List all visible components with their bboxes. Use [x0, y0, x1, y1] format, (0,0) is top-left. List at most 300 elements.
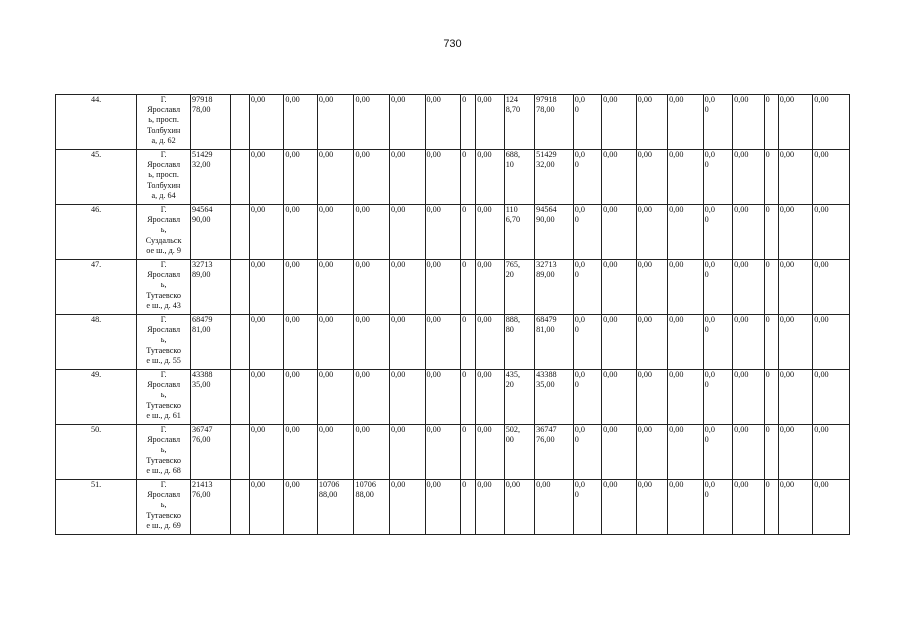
- value-cell: [573, 95, 601, 150]
- value-cell: [668, 260, 704, 315]
- table-row: [56, 480, 850, 535]
- value-cell: [733, 315, 764, 370]
- value-cell: [733, 260, 764, 315]
- value-cell: [778, 95, 813, 150]
- address-line: Г.: [160, 95, 167, 104]
- value-cell: [703, 370, 732, 425]
- value-cell: [764, 480, 778, 535]
- value-cell: [317, 95, 354, 150]
- value-cell: [284, 150, 318, 205]
- value-line: 0,00: [355, 205, 370, 214]
- row-number-cell: 50.: [56, 425, 137, 480]
- value-line: 0,00: [426, 425, 441, 434]
- value-cell: [668, 95, 704, 150]
- value-line: 0,0: [574, 480, 585, 489]
- value-line: 0: [765, 260, 770, 269]
- value-cell: [504, 205, 534, 260]
- value-line: 0,00: [779, 425, 795, 434]
- table-row: [56, 95, 850, 150]
- value-cell: [813, 150, 850, 205]
- value-line: 0,00: [426, 95, 441, 104]
- value-line: 0,00: [355, 315, 370, 324]
- value-cell: [813, 315, 850, 370]
- value-cell: [813, 480, 850, 535]
- value-line: 0: [462, 480, 467, 489]
- value-cell: [504, 425, 534, 480]
- value-cell: [354, 150, 390, 205]
- value-cell: [284, 315, 318, 370]
- value-cell: [354, 370, 390, 425]
- value-line: 0,00: [603, 260, 618, 269]
- table-row: [56, 315, 850, 370]
- value-line: 89,00: [536, 270, 555, 280]
- value-cell: [390, 370, 426, 425]
- value-cell: [764, 205, 778, 260]
- address-line: Ярославл: [147, 380, 181, 390]
- value-line: 765,: [505, 260, 521, 269]
- value-line: 0,00: [426, 150, 441, 159]
- address-line: ь,: [160, 390, 167, 400]
- value-cell: [284, 95, 318, 150]
- value-cell: [813, 205, 850, 260]
- value-line: 0,00: [355, 260, 370, 269]
- value-cell: [636, 150, 667, 205]
- value-line: 0,00: [477, 205, 492, 214]
- value-cell: [703, 425, 732, 480]
- value-cell: [249, 370, 284, 425]
- value-line: 0: [462, 370, 467, 379]
- value-line: 0,00: [426, 260, 441, 269]
- value-cell: [230, 315, 249, 370]
- value-line: 0,00: [318, 95, 334, 104]
- value-cell: [425, 480, 461, 535]
- address-line: Ярославл: [147, 435, 181, 445]
- value-cell: [535, 370, 574, 425]
- value-line: 0: [765, 370, 770, 379]
- address-line: Ярославл: [147, 270, 181, 280]
- value-cell: [764, 315, 778, 370]
- value-line: 21413: [192, 480, 213, 489]
- value-line: 0,0: [704, 260, 715, 269]
- value-line: 36747: [536, 425, 557, 434]
- value-line: 0,00: [734, 205, 749, 214]
- value-line: 0,00: [536, 480, 551, 489]
- value-line: 0: [574, 490, 579, 500]
- value-line: 0: [704, 435, 709, 445]
- value-cell: [573, 370, 601, 425]
- value-line: 0,00: [250, 480, 266, 489]
- value-line: 0: [574, 270, 579, 280]
- value-cell: [636, 480, 667, 535]
- value-cell: [636, 205, 667, 260]
- row-number-cell: 47.: [56, 260, 137, 315]
- value-cell: [668, 205, 704, 260]
- value-cell: [425, 370, 461, 425]
- value-line: 0,00: [355, 370, 370, 379]
- value-line: 0,00: [637, 425, 652, 434]
- value-line: 0,0: [574, 260, 585, 269]
- value-line: 0,0: [574, 425, 585, 434]
- value-cell: [733, 150, 764, 205]
- address-line: Тутаевско: [146, 455, 181, 465]
- value-line: 0,00: [603, 480, 618, 489]
- value-cell: [703, 150, 732, 205]
- value-line: 0,00: [391, 150, 406, 159]
- value-line: 6,70: [505, 215, 521, 225]
- value-cell: [230, 425, 249, 480]
- value-line: 0: [462, 315, 467, 324]
- value-cell: [535, 260, 574, 315]
- value-cell: [813, 370, 850, 425]
- address-cell: [137, 315, 191, 370]
- value-cell: [191, 150, 231, 205]
- value-cell: [535, 95, 574, 150]
- value-line: 8,70: [505, 105, 521, 115]
- value-cell: [390, 425, 426, 480]
- value-line: 0,00: [669, 425, 684, 434]
- value-cell: [461, 315, 476, 370]
- value-line: 0,00: [734, 260, 749, 269]
- value-line: 94564: [536, 205, 557, 214]
- value-line: 0,00: [318, 425, 334, 434]
- value-cell: [425, 260, 461, 315]
- value-line: 51429: [536, 150, 557, 159]
- value-line: 32,00: [192, 160, 211, 170]
- value-line: 35,00: [536, 380, 555, 390]
- address-line: ь,: [160, 335, 167, 345]
- value-line: 0,00: [477, 95, 492, 104]
- value-line: 0,00: [318, 315, 334, 324]
- value-cell: [535, 425, 574, 480]
- value-cell: [573, 425, 601, 480]
- value-line: 124: [505, 95, 518, 104]
- value-line: 0,00: [669, 95, 684, 104]
- value-cell: [354, 205, 390, 260]
- value-cell: [602, 480, 637, 535]
- address-cell: [137, 260, 191, 315]
- value-line: 0: [574, 380, 579, 390]
- value-cell: [249, 315, 284, 370]
- value-line: 0,00: [814, 205, 829, 214]
- address-line: Ярославл: [147, 160, 181, 170]
- address-line: Ярославл: [147, 215, 181, 225]
- value-cell: [284, 370, 318, 425]
- value-cell: [636, 95, 667, 150]
- value-line: 0,0: [704, 480, 715, 489]
- value-cell: [191, 425, 231, 480]
- value-line: 10: [505, 160, 514, 170]
- value-line: 0,0: [574, 315, 585, 324]
- value-line: 0,00: [779, 150, 795, 159]
- value-line: 78,00: [536, 105, 555, 115]
- value-line: 0: [765, 150, 770, 159]
- value-cell: [573, 315, 601, 370]
- address-cell: [137, 95, 191, 150]
- value-line: 20: [505, 270, 514, 280]
- address-line: Г.: [160, 480, 167, 489]
- value-line: 51429: [192, 150, 213, 159]
- value-line: 0,00: [285, 425, 300, 434]
- address-line: Толбухин: [146, 180, 181, 190]
- value-cell: [476, 370, 504, 425]
- value-line: 35,00: [192, 380, 211, 390]
- value-cell: [602, 205, 637, 260]
- value-line: 0,00: [477, 480, 492, 489]
- value-line: 0,00: [391, 205, 406, 214]
- address-line: ь,: [160, 445, 167, 455]
- value-line: 0,00: [637, 480, 652, 489]
- value-line: 32713: [192, 260, 213, 269]
- value-line: 43388: [192, 370, 213, 379]
- address-line: Ярославл: [147, 105, 181, 115]
- value-line: 0,00: [250, 370, 266, 379]
- value-cell: [636, 370, 667, 425]
- value-line: 0,00: [734, 425, 749, 434]
- value-cell: [733, 480, 764, 535]
- value-cell: [504, 315, 534, 370]
- value-cell: [390, 95, 426, 150]
- value-cell: [764, 260, 778, 315]
- value-cell: [602, 260, 637, 315]
- value-cell: [476, 480, 504, 535]
- value-line: 0: [574, 435, 579, 445]
- value-cell: [461, 260, 476, 315]
- value-cell: [573, 205, 601, 260]
- value-line: 0,00: [669, 480, 684, 489]
- value-line: 81,00: [192, 325, 211, 335]
- value-cell: [249, 95, 284, 150]
- address-line: е ш., д. 55: [146, 355, 181, 365]
- page-number: 730: [443, 38, 462, 50]
- value-cell: [813, 95, 850, 150]
- value-line: 0,0: [574, 95, 585, 104]
- address-line: Толбухин: [146, 125, 181, 135]
- value-cell: [249, 150, 284, 205]
- value-line: 0,00: [391, 425, 406, 434]
- value-line: 0,0: [574, 370, 585, 379]
- address-line: Тутаевско: [146, 290, 181, 300]
- value-line: 0,0: [704, 315, 715, 324]
- value-line: 10706: [355, 480, 376, 489]
- value-line: 0,00: [391, 260, 406, 269]
- value-cell: [476, 205, 504, 260]
- value-cell: [733, 370, 764, 425]
- table-row: [56, 260, 850, 315]
- value-cell: [602, 150, 637, 205]
- value-cell: [668, 425, 704, 480]
- value-cell: [230, 480, 249, 535]
- value-line: 0,00: [637, 260, 652, 269]
- value-line: 0,00: [779, 205, 795, 214]
- value-line: 0,00: [391, 95, 406, 104]
- value-line: 0: [765, 425, 770, 434]
- value-cell: [390, 205, 426, 260]
- value-line: 0: [765, 205, 770, 214]
- value-cell: [249, 260, 284, 315]
- value-cell: [461, 425, 476, 480]
- value-line: 0,00: [779, 480, 795, 489]
- value-line: 0,00: [250, 315, 266, 324]
- value-line: 110: [505, 205, 518, 214]
- value-cell: [535, 315, 574, 370]
- address-line: е ш., д. 61: [146, 410, 181, 420]
- value-line: 0: [765, 480, 770, 489]
- address-cell: [137, 370, 191, 425]
- value-line: 0: [574, 105, 579, 115]
- address-line: ь,: [160, 280, 167, 290]
- data-table: [55, 94, 850, 535]
- value-cell: [191, 260, 231, 315]
- value-cell: [191, 315, 231, 370]
- value-line: 0,00: [814, 150, 829, 159]
- value-cell: [317, 425, 354, 480]
- value-line: 32,00: [536, 160, 555, 170]
- value-cell: [390, 150, 426, 205]
- value-line: 0,00: [391, 480, 406, 489]
- address-cell: [137, 480, 191, 535]
- value-line: 0,00: [285, 150, 300, 159]
- value-cell: [425, 425, 461, 480]
- value-cell: [573, 260, 601, 315]
- address-line: Тутаевско: [146, 400, 181, 410]
- table-row: [56, 205, 850, 260]
- address-cell: [137, 205, 191, 260]
- value-cell: [668, 370, 704, 425]
- value-cell: [354, 315, 390, 370]
- address-line: е ш., д. 43: [146, 300, 181, 310]
- value-line: 0: [462, 260, 467, 269]
- value-line: 0,00: [734, 95, 749, 104]
- value-cell: [535, 480, 574, 535]
- value-line: 0: [462, 425, 467, 434]
- value-line: 0: [704, 270, 709, 280]
- value-cell: [764, 370, 778, 425]
- value-line: 0: [765, 95, 770, 104]
- value-line: 0: [704, 380, 709, 390]
- value-cell: [249, 480, 284, 535]
- value-line: 0: [704, 160, 709, 170]
- value-line: 0: [574, 160, 579, 170]
- value-cell: [668, 150, 704, 205]
- value-line: 0,00: [637, 370, 652, 379]
- value-line: 0,0: [574, 205, 585, 214]
- value-cell: [317, 315, 354, 370]
- address-line: а, д. 62: [151, 135, 176, 145]
- value-line: 0,00: [355, 425, 370, 434]
- value-line: 68479: [536, 315, 557, 324]
- value-line: 0,00: [318, 205, 334, 214]
- value-line: 0,00: [637, 315, 652, 324]
- value-line: 0,00: [285, 370, 300, 379]
- value-line: 0,00: [814, 95, 829, 104]
- value-line: 0,0: [704, 205, 715, 214]
- value-line: 0,00: [814, 425, 829, 434]
- value-line: 0,00: [603, 370, 618, 379]
- value-line: 0,00: [734, 480, 749, 489]
- value-cell: [504, 480, 534, 535]
- value-cell: [504, 150, 534, 205]
- value-cell: [733, 205, 764, 260]
- value-cell: [425, 205, 461, 260]
- address-line: Г.: [160, 425, 167, 434]
- value-line: 0,00: [318, 370, 334, 379]
- value-line: 0,00: [355, 150, 370, 159]
- table-row: [56, 370, 850, 425]
- value-line: 0,00: [391, 370, 406, 379]
- value-line: 0,00: [814, 315, 829, 324]
- value-line: 0,00: [779, 370, 795, 379]
- value-line: 0,00: [285, 315, 300, 324]
- value-cell: [764, 150, 778, 205]
- value-cell: [390, 260, 426, 315]
- value-cell: [476, 315, 504, 370]
- value-line: 68479: [192, 315, 213, 324]
- value-line: 0,00: [734, 315, 749, 324]
- value-line: 97918: [192, 95, 213, 104]
- value-line: 0,00: [250, 95, 266, 104]
- value-line: 0,0: [704, 150, 715, 159]
- value-line: 0,00: [250, 260, 266, 269]
- value-line: 94564: [192, 205, 213, 214]
- value-line: 0: [704, 105, 709, 115]
- value-cell: [813, 260, 850, 315]
- address-line: Ярославл: [147, 325, 181, 335]
- value-line: 0,0: [574, 150, 585, 159]
- value-line: 0,00: [285, 480, 300, 489]
- value-cell: [317, 480, 354, 535]
- value-line: 0,00: [669, 150, 684, 159]
- value-cell: [230, 370, 249, 425]
- value-line: 76,00: [192, 435, 211, 445]
- value-cell: [602, 370, 637, 425]
- value-line: 0,0: [704, 370, 715, 379]
- value-cell: [317, 260, 354, 315]
- value-line: 0,00: [814, 370, 829, 379]
- address-line: ь, просп.: [148, 115, 179, 125]
- value-line: 0,00: [355, 95, 370, 104]
- value-cell: [636, 315, 667, 370]
- value-cell: [636, 260, 667, 315]
- row-number-cell: 46.: [56, 205, 137, 260]
- value-cell: [778, 260, 813, 315]
- value-cell: [191, 370, 231, 425]
- value-line: 0,00: [426, 480, 441, 489]
- value-cell: [476, 260, 504, 315]
- address-line: ь, просп.: [148, 170, 179, 180]
- value-line: 0,00: [779, 260, 795, 269]
- value-line: 0,00: [637, 205, 652, 214]
- value-line: 0: [462, 205, 467, 214]
- value-line: 89,00: [192, 270, 211, 280]
- address-line: ь,: [160, 225, 167, 235]
- value-line: 0,00: [603, 315, 618, 324]
- value-cell: [764, 95, 778, 150]
- address-line: Г.: [160, 315, 167, 324]
- value-line: 97918: [536, 95, 557, 104]
- value-line: 0: [704, 215, 709, 225]
- value-line: 0,00: [477, 370, 492, 379]
- value-line: 0,00: [426, 205, 441, 214]
- value-line: 688,: [505, 150, 521, 159]
- value-line: 0,00: [426, 315, 441, 324]
- value-cell: [284, 205, 318, 260]
- value-cell: [813, 425, 850, 480]
- address-line: Тутаевско: [146, 345, 181, 355]
- value-cell: [535, 150, 574, 205]
- value-line: 0,00: [814, 480, 829, 489]
- value-line: 0,00: [669, 260, 684, 269]
- row-number-cell: 48.: [56, 315, 137, 370]
